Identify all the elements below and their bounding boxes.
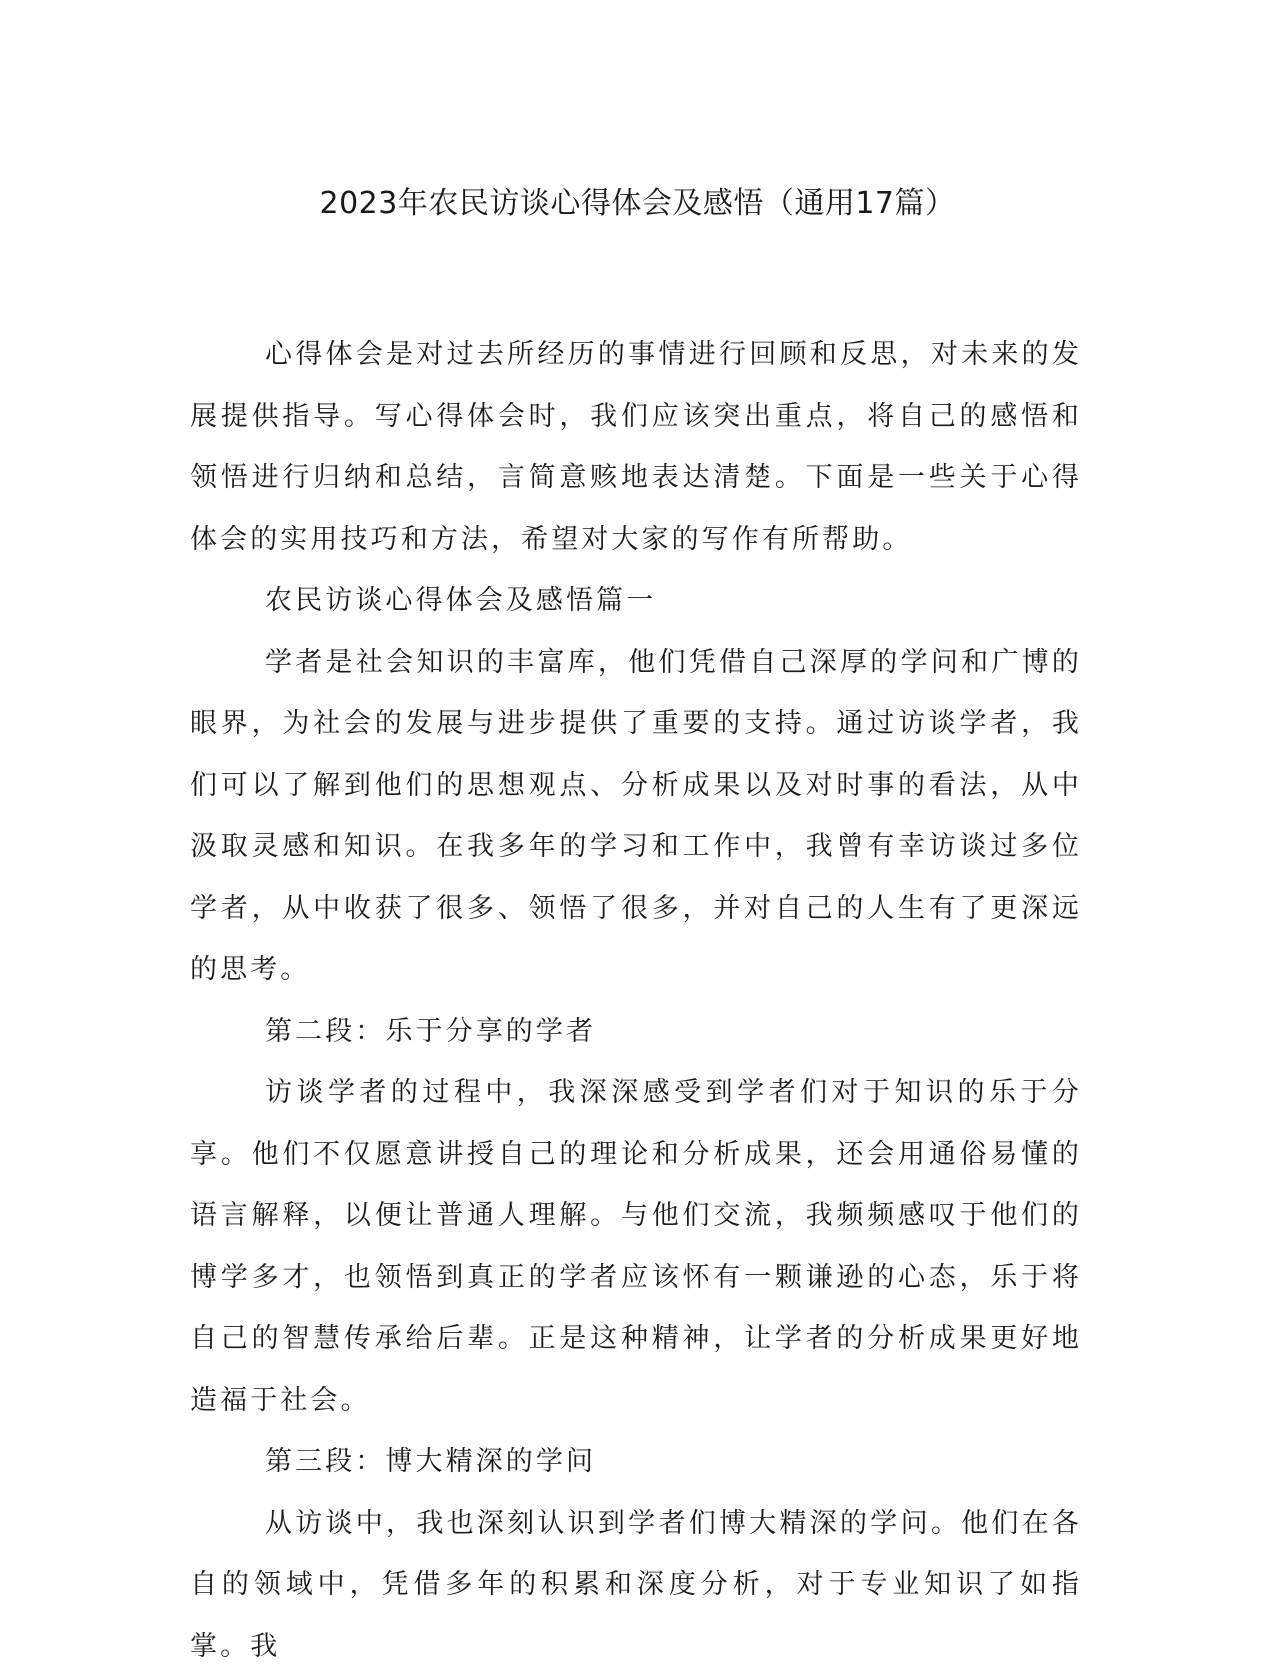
- document-body: [190, 324, 1082, 1677]
- document-title: 2023年农民访谈心得体会及感悟（通用17篇）: [0, 184, 1275, 224]
- section-heading-1: 农民访谈心得体会及感悟篇一: [190, 570, 1082, 632]
- body-paragraph-1: 学者是社会知识的丰富库，他们凭借自己深厚的学问和广博的眼界，为社会的发展与进步提供了重要的支持。通过访谈学者，我们可以了解到他们的思想观点、分析成果以及对时事的看法，从中汲取灵感和知识。在我多年的学习和工作中，我曾有幸访谈过多位学者，从中收获了很多、领悟了很多，并对自己的人生有了更深远的思考。: [190, 632, 1082, 1001]
- section-heading-2: 第二段：乐于分享的学者: [190, 1001, 1082, 1063]
- intro-paragraph: 心得体会是对过去所经历的事情进行回顾和反思，对未来的发展提供指导。写心得体会时，我们应该突出重点，将自己的感悟和领悟进行归纳和总结，言简意赅地表达清楚。下面是一些关于心得体会的实用技巧和方法，希望对大家的写作有所帮助。: [190, 324, 1082, 570]
- body-paragraph-2: 访谈学者的过程中，我深深感受到学者们对于知识的乐于分享。他们不仅愿意讲授自己的理论和分析成果，还会用通俗易懂的语言解释，以便让普通人理解。与他们交流，我频频感叹于他们的博学多才，也领悟到真正的学者应该怀有一颗谦逊的心态，乐于将自己的智慧传承给后辈。正是这种精神，让学者的分析成果更好地造福于社会。: [190, 1062, 1082, 1431]
- section-heading-3: 第三段：博大精深的学问: [190, 1431, 1082, 1493]
- body-paragraph-3: 从访谈中，我也深刻认识到学者们博大精深的学问。他们在各自的领域中，凭借多年的积累和深度分析，对于专业知识了如指掌。我: [190, 1493, 1082, 1677]
